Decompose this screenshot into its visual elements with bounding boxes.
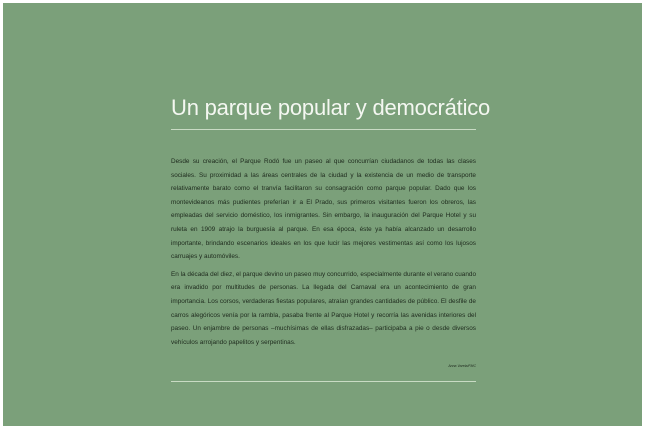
article-body — [171, 155, 476, 349]
bottom-divider — [171, 381, 476, 382]
photo-credit: Anna Varela/FMC — [448, 364, 476, 368]
page-title: Un parque popular y democrático — [171, 95, 491, 120]
title-divider — [171, 129, 476, 130]
page-panel — [3, 3, 642, 426]
paragraph-1: Desde su creación, el Parque Rodó fue un paseo al que concurrían ciudadanos de todas las clases sociales. Su proximidad a las áreas centrales de la ciudad y la existencia de un medio de transporte relativamente barato como el tranvía facilitaron su consagración como parque popular. Dado que los montevideanos más pudientes preferían ir a El Prado, sus primeros visitantes fueron los obreros, las empleadas del servicio doméstico, los inmigrantes. Sin embargo, la inauguración del Parque Hotel y su ruleta en 1909 atrajo la burguesía al parque. En esa época, éste ya había alcanzado un desarrollo importante, brindando escenarios ideales en los que lucir las mejores vestimentas así como los lujosos carruajes y automóviles. — [171, 158, 476, 261]
paragraph-2: En la década del diez, el parque devino un paseo muy concurrido, especialmente durante el verano cuando era invadido por multitudes de personas. La llegada del Carnaval era un acontecimiento de gran importancia. Los corsos, verdaderas fiestas populares, atraían grandes cantidades de público. El desfile de carros alegóricos venía por la rambla, pasaba frente al Parque Hotel y recorría las avenidas interiores del paseo. Un enjambre de personas –muchísimas de ellas disfrazadas– participaba a pie o desde diversos vehículos arrojando papelitos y serpentinas. — [171, 270, 476, 346]
